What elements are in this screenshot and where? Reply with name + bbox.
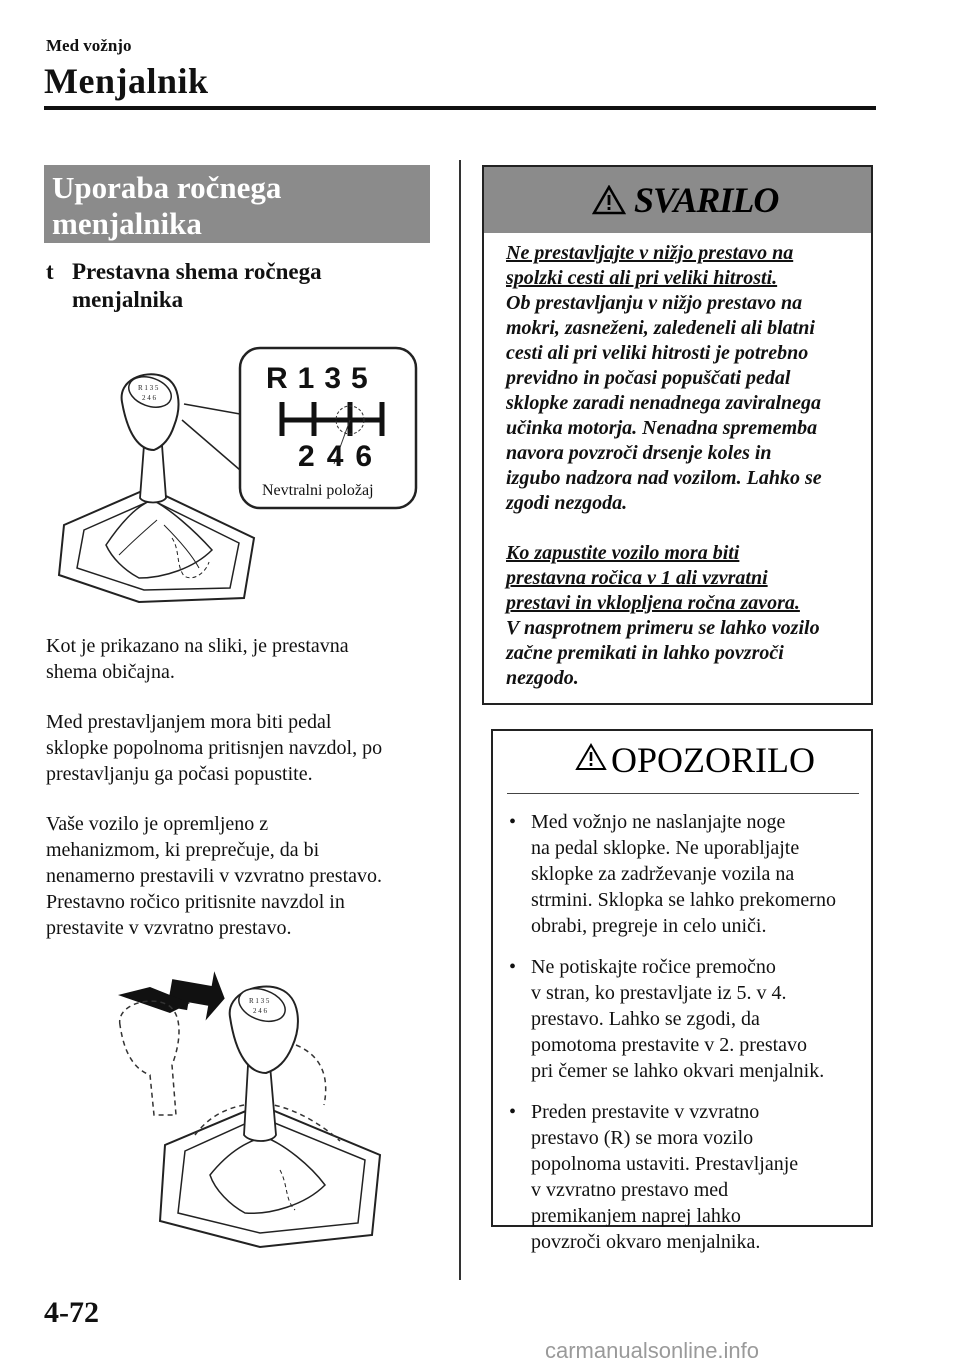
- paragraph-line: Prestavno ročico pritisnite navzdol in: [46, 891, 345, 913]
- section-heading-line: menjalnika: [52, 206, 202, 241]
- warning-body: [506, 241, 856, 691]
- caution-line: na pedal sklopke. Ne uporabljajte: [531, 837, 800, 859]
- paragraph-line: shema običajna.: [46, 661, 175, 683]
- warning-line: prestavna ročica v 1 ali vzvratni: [506, 567, 768, 589]
- warning-line: cesti ali pri veliki hitrosti je potrebno: [506, 342, 809, 364]
- bullet: •: [509, 956, 517, 978]
- warning-line: V nasprotnem primeru se lahko vozilo: [506, 617, 820, 639]
- paragraph-line: mehanizmom, ki preprečuje, da bi: [46, 839, 320, 861]
- paragraph: [46, 709, 446, 787]
- caution-list: [507, 809, 863, 1270]
- section-heading-band: [44, 165, 430, 243]
- caution-line: obrabi, pregreje in celo uniči.: [531, 915, 767, 937]
- reverse-gear-figure: [110, 965, 450, 1255]
- caution-line: povzroči okvaro menjalnika.: [531, 1231, 761, 1253]
- caution-line: Preden prestavite v vzvratno: [531, 1101, 760, 1123]
- caution-line: Med vožnjo ne naslanjajte noge: [531, 811, 786, 833]
- warning-line: začne premikati in lahko povzroči: [506, 642, 784, 664]
- paragraph-line: Kot je prikazano na sliki, je prestavna: [46, 635, 349, 657]
- paragraph: [46, 811, 446, 941]
- svg-text:2 4 6: 2 4 6: [253, 1007, 267, 1015]
- gear-label: 4: [326, 440, 356, 473]
- gear-label: 2: [298, 440, 327, 473]
- section-heading-line: Uporaba ročnega: [52, 170, 282, 205]
- caution-line: v stran, ko prestavljate iz 5. v 4.: [531, 982, 787, 1004]
- warning-line: nezgodo.: [506, 667, 579, 689]
- warning-line: previdno in počasi popuščati pedal: [506, 367, 791, 389]
- warning-line: učinka motorja. Nenadna sprememba: [506, 417, 818, 439]
- warning-line: navora povzroči drsenje koles in: [506, 442, 772, 464]
- gear-label: 6: [355, 440, 385, 473]
- caution-box: [491, 729, 873, 1253]
- page-number: 4-72: [44, 1296, 99, 1329]
- warning-line: Ne prestavljajte v nižjo prestavo na: [506, 242, 794, 264]
- warning-title: SVARILO: [634, 180, 779, 220]
- warning-line: sklopke zaradi nenadnega zaviralnega: [506, 392, 822, 414]
- neutral-position-label: Nevtralni položaj: [262, 482, 374, 499]
- caution-line: pri čemer se lahko okvari menjalnik.: [531, 1060, 825, 1082]
- svg-text:R 1 3 5: R 1 3 5: [249, 997, 270, 1005]
- subheading-line: menjalnika: [72, 287, 184, 312]
- lever-shaft: [244, 1065, 276, 1141]
- warning-line: izgubo nadzora nad vozilom. Lahko se: [506, 467, 822, 489]
- paragraph: [46, 633, 446, 685]
- warning-box: [482, 165, 873, 705]
- paragraph-line: sklopke popolnoma pritisnjen navzdol, po: [46, 737, 383, 759]
- caution-divider: [507, 793, 859, 794]
- paragraph-line: prestavljanju ga počasi popustite.: [46, 763, 313, 785]
- paragraph-line: Med prestavljanjem mora biti pedal: [46, 711, 332, 733]
- warning-line: spolzki cesti ali pri veliki hitrosti.: [506, 267, 778, 289]
- bullet: •: [509, 811, 517, 833]
- gear-labels-bottom: [298, 440, 384, 474]
- caution-line: sklopke za zadrževanje vozila na: [531, 863, 795, 885]
- svg-text:2 4 6: 2 4 6: [142, 394, 156, 402]
- gear-label: 5: [351, 362, 378, 395]
- caution-line: prestavo. Lahko se zgodi, da: [531, 1008, 760, 1030]
- caution-line: pomotoma prestavite v 2. prestavo: [531, 1034, 808, 1056]
- title-rule: [44, 106, 876, 110]
- page-title: Menjalnik: [44, 61, 209, 101]
- caution-line: Ne potiskajte ročice premočno: [531, 956, 776, 978]
- subheading-bullet: t: [46, 259, 54, 284]
- bullet: •: [509, 1101, 517, 1123]
- gear-label: 3: [324, 362, 352, 395]
- gear-label: 1: [297, 362, 325, 395]
- caution-line: prestavo (R) se mora vozilo: [531, 1127, 754, 1149]
- warning-line: zgodi nezgoda.: [506, 492, 628, 514]
- caution-line: popolnoma ustaviti. Prestavljanje: [531, 1153, 799, 1175]
- warning-header: [484, 167, 871, 233]
- warning-line: mokri, zasneženi, zaledeneli ali blatni: [506, 317, 815, 339]
- caution-item: [507, 809, 863, 939]
- warning-line: Ob prestavljanju v nižjo prestavo na: [506, 292, 803, 314]
- warning-triangle-icon: [575, 743, 607, 771]
- warning-line: prestavi in vklopljena ročna zavora.: [506, 592, 800, 614]
- caution-line: strmini. Sklopka se lahko prekomerno: [531, 889, 836, 911]
- subheading-line: Prestavna shema ročnega: [72, 259, 322, 284]
- caution-title: OPOZORILO: [611, 740, 815, 780]
- paragraph-line: nenamerno prestavili v vzvratno prestavo.: [46, 865, 382, 887]
- lever-shaft: [140, 445, 166, 503]
- caution-line: premikanjem naprej lahko: [531, 1205, 741, 1227]
- gear-labels-top: [266, 362, 378, 396]
- paragraph-line: prestavite v vzvratno prestavo.: [46, 917, 292, 939]
- warning-line: Ko zapustite vozilo mora biti: [506, 542, 740, 564]
- caution-line: v vzvratno prestavo med: [531, 1179, 729, 1201]
- section-label: Med vožnjo: [46, 36, 132, 55]
- gear-label: R: [266, 362, 298, 395]
- ghost-lever: [120, 1001, 179, 1115]
- caution-item: [507, 1099, 863, 1255]
- caution-item: [507, 954, 863, 1084]
- watermark: carmanualsonline.info: [545, 1338, 760, 1363]
- column-divider: [459, 160, 461, 1280]
- paragraph-line: Vaše vozilo je opremljeno z: [46, 813, 269, 835]
- warning-triangle-icon: [592, 185, 626, 215]
- svg-text:R 1 3 5: R 1 3 5: [138, 384, 159, 392]
